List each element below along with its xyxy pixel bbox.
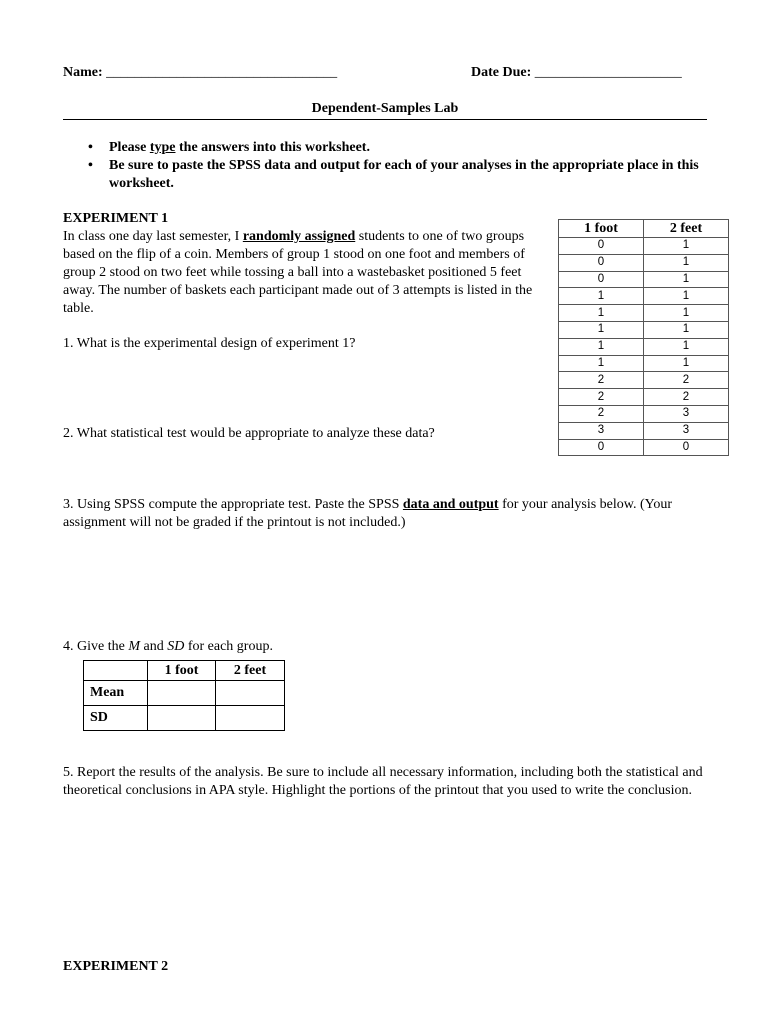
two-feet-cell: 2	[644, 389, 729, 406]
data-table-row	[559, 338, 729, 355]
data-table-row	[559, 422, 729, 439]
question-4	[63, 638, 273, 656]
data-table-row	[559, 321, 729, 338]
page-title: Dependent-Samples Lab	[311, 101, 459, 116]
experiment-1-description	[63, 228, 543, 318]
one-foot-cell: 1	[559, 338, 644, 355]
stats-label-mean: Mean	[84, 681, 148, 706]
experiment-1-heading: EXPERIMENT 1	[63, 211, 169, 226]
name-label: Name:	[63, 65, 103, 80]
instruction-text: Please	[109, 140, 150, 155]
question-3	[63, 496, 723, 532]
description-text: In class one day last semester, I	[63, 229, 243, 244]
stats-row-mean	[84, 681, 285, 706]
experiment-2-heading: EXPERIMENT 2	[63, 959, 169, 974]
one-foot-cell: 2	[559, 389, 644, 406]
instruction-item	[88, 157, 718, 193]
data-table-row	[559, 305, 729, 322]
data-table-row	[559, 405, 729, 422]
description-text: students to one of two groups based on the flip of a coin. Members of group 1 stood on one foot and members of group 2 stood on two feet while tossing a ball into a wastebasket positioned 5 feet away. The number of baskets each participant made out of 3 attempts is listed in the table.	[63, 229, 533, 316]
data-table-row	[559, 288, 729, 305]
data-table-row	[559, 254, 729, 271]
data-table-header-row	[559, 220, 729, 238]
data-table	[558, 219, 729, 456]
question-emphasis: data and output	[402, 497, 499, 512]
two-feet-cell: 1	[644, 338, 729, 355]
two-feet-cell: 1	[644, 271, 729, 288]
one-foot-cell: 3	[559, 422, 644, 439]
question-1: 1. What is the experimental design of experiment 1?	[63, 336, 356, 351]
one-foot-cell: 2	[559, 372, 644, 389]
data-table-row	[559, 439, 729, 456]
stats-header-row	[84, 661, 285, 681]
title-divider	[63, 119, 707, 120]
stats-header-1-foot: 1 foot	[148, 661, 216, 681]
name-field[interactable]: _________________________________	[106, 65, 338, 80]
two-feet-cell: 1	[644, 288, 729, 305]
two-feet-cell: 2	[644, 372, 729, 389]
one-foot-cell: 0	[559, 439, 644, 456]
one-foot-cell: 1	[559, 355, 644, 372]
one-foot-cell: 1	[559, 321, 644, 338]
question-text: 4. Give the	[63, 639, 129, 654]
mean-2-feet-cell[interactable]	[216, 681, 285, 706]
name-line	[63, 65, 337, 81]
mean-1-foot-cell[interactable]	[148, 681, 216, 706]
two-feet-cell: 0	[644, 439, 729, 456]
mean-sd-table	[83, 660, 285, 731]
sd-symbol: SD	[167, 639, 185, 654]
stats-header-2-feet: 2 feet	[216, 661, 285, 681]
two-feet-cell: 1	[644, 254, 729, 271]
stats-label-sd: SD	[84, 706, 148, 731]
date-due-field[interactable]: _____________________	[534, 65, 682, 80]
data-table-row	[559, 355, 729, 372]
sd-2-feet-cell[interactable]	[216, 706, 285, 731]
column-header-2-feet: 2 feet	[644, 220, 729, 238]
data-table-row	[559, 372, 729, 389]
experiment-1-section	[63, 210, 543, 318]
two-feet-cell: 1	[644, 355, 729, 372]
question-text: 3. Using SPSS compute the appropriate test. Paste the SPSS	[63, 497, 403, 512]
two-feet-cell: 3	[644, 405, 729, 422]
question-text: for your analysis below. (Your assignment will not be graded if the printout is not included.)	[63, 497, 673, 530]
stats-row-sd	[84, 706, 285, 731]
data-table-row	[559, 238, 729, 255]
question-2: 2. What statistical test would be appropriate to analyze these data?	[63, 426, 435, 441]
data-table-row	[559, 271, 729, 288]
one-foot-cell: 0	[559, 254, 644, 271]
question-text: for each group.	[184, 639, 273, 654]
one-foot-cell: 0	[559, 271, 644, 288]
one-foot-cell: 1	[559, 305, 644, 322]
instruction-text: the answers into this worksheet.	[175, 140, 370, 155]
one-foot-cell: 0	[559, 238, 644, 255]
mean-symbol: M	[128, 639, 140, 654]
instruction-emphasis: type	[149, 140, 176, 155]
stats-corner-cell	[84, 661, 148, 681]
two-feet-cell: 1	[644, 238, 729, 255]
date-due-line	[471, 65, 682, 81]
data-table-row	[559, 389, 729, 406]
two-feet-cell: 1	[644, 321, 729, 338]
sd-1-foot-cell[interactable]	[148, 706, 216, 731]
one-foot-cell: 2	[559, 405, 644, 422]
question-text: and	[140, 639, 168, 654]
date-due-label: Date Due:	[471, 65, 532, 80]
instructions-list	[88, 139, 718, 193]
question-5: 5. Report the results of the analysis. Be sure to include all necessary information, including both the statistical and theoretical conclusions in APA style. Highlight the portions of the printout that you used to write the conclusion.	[63, 765, 703, 798]
column-header-1-foot: 1 foot	[559, 220, 644, 238]
instruction-item	[88, 139, 718, 157]
one-foot-cell: 1	[559, 288, 644, 305]
two-feet-cell: 3	[644, 422, 729, 439]
two-feet-cell: 1	[644, 305, 729, 322]
description-emphasis: randomly assigned	[242, 229, 356, 244]
instruction-text: Be sure to paste the SPSS data and output for each of your analyses in the appropriate place in this worksheet.	[109, 158, 699, 191]
